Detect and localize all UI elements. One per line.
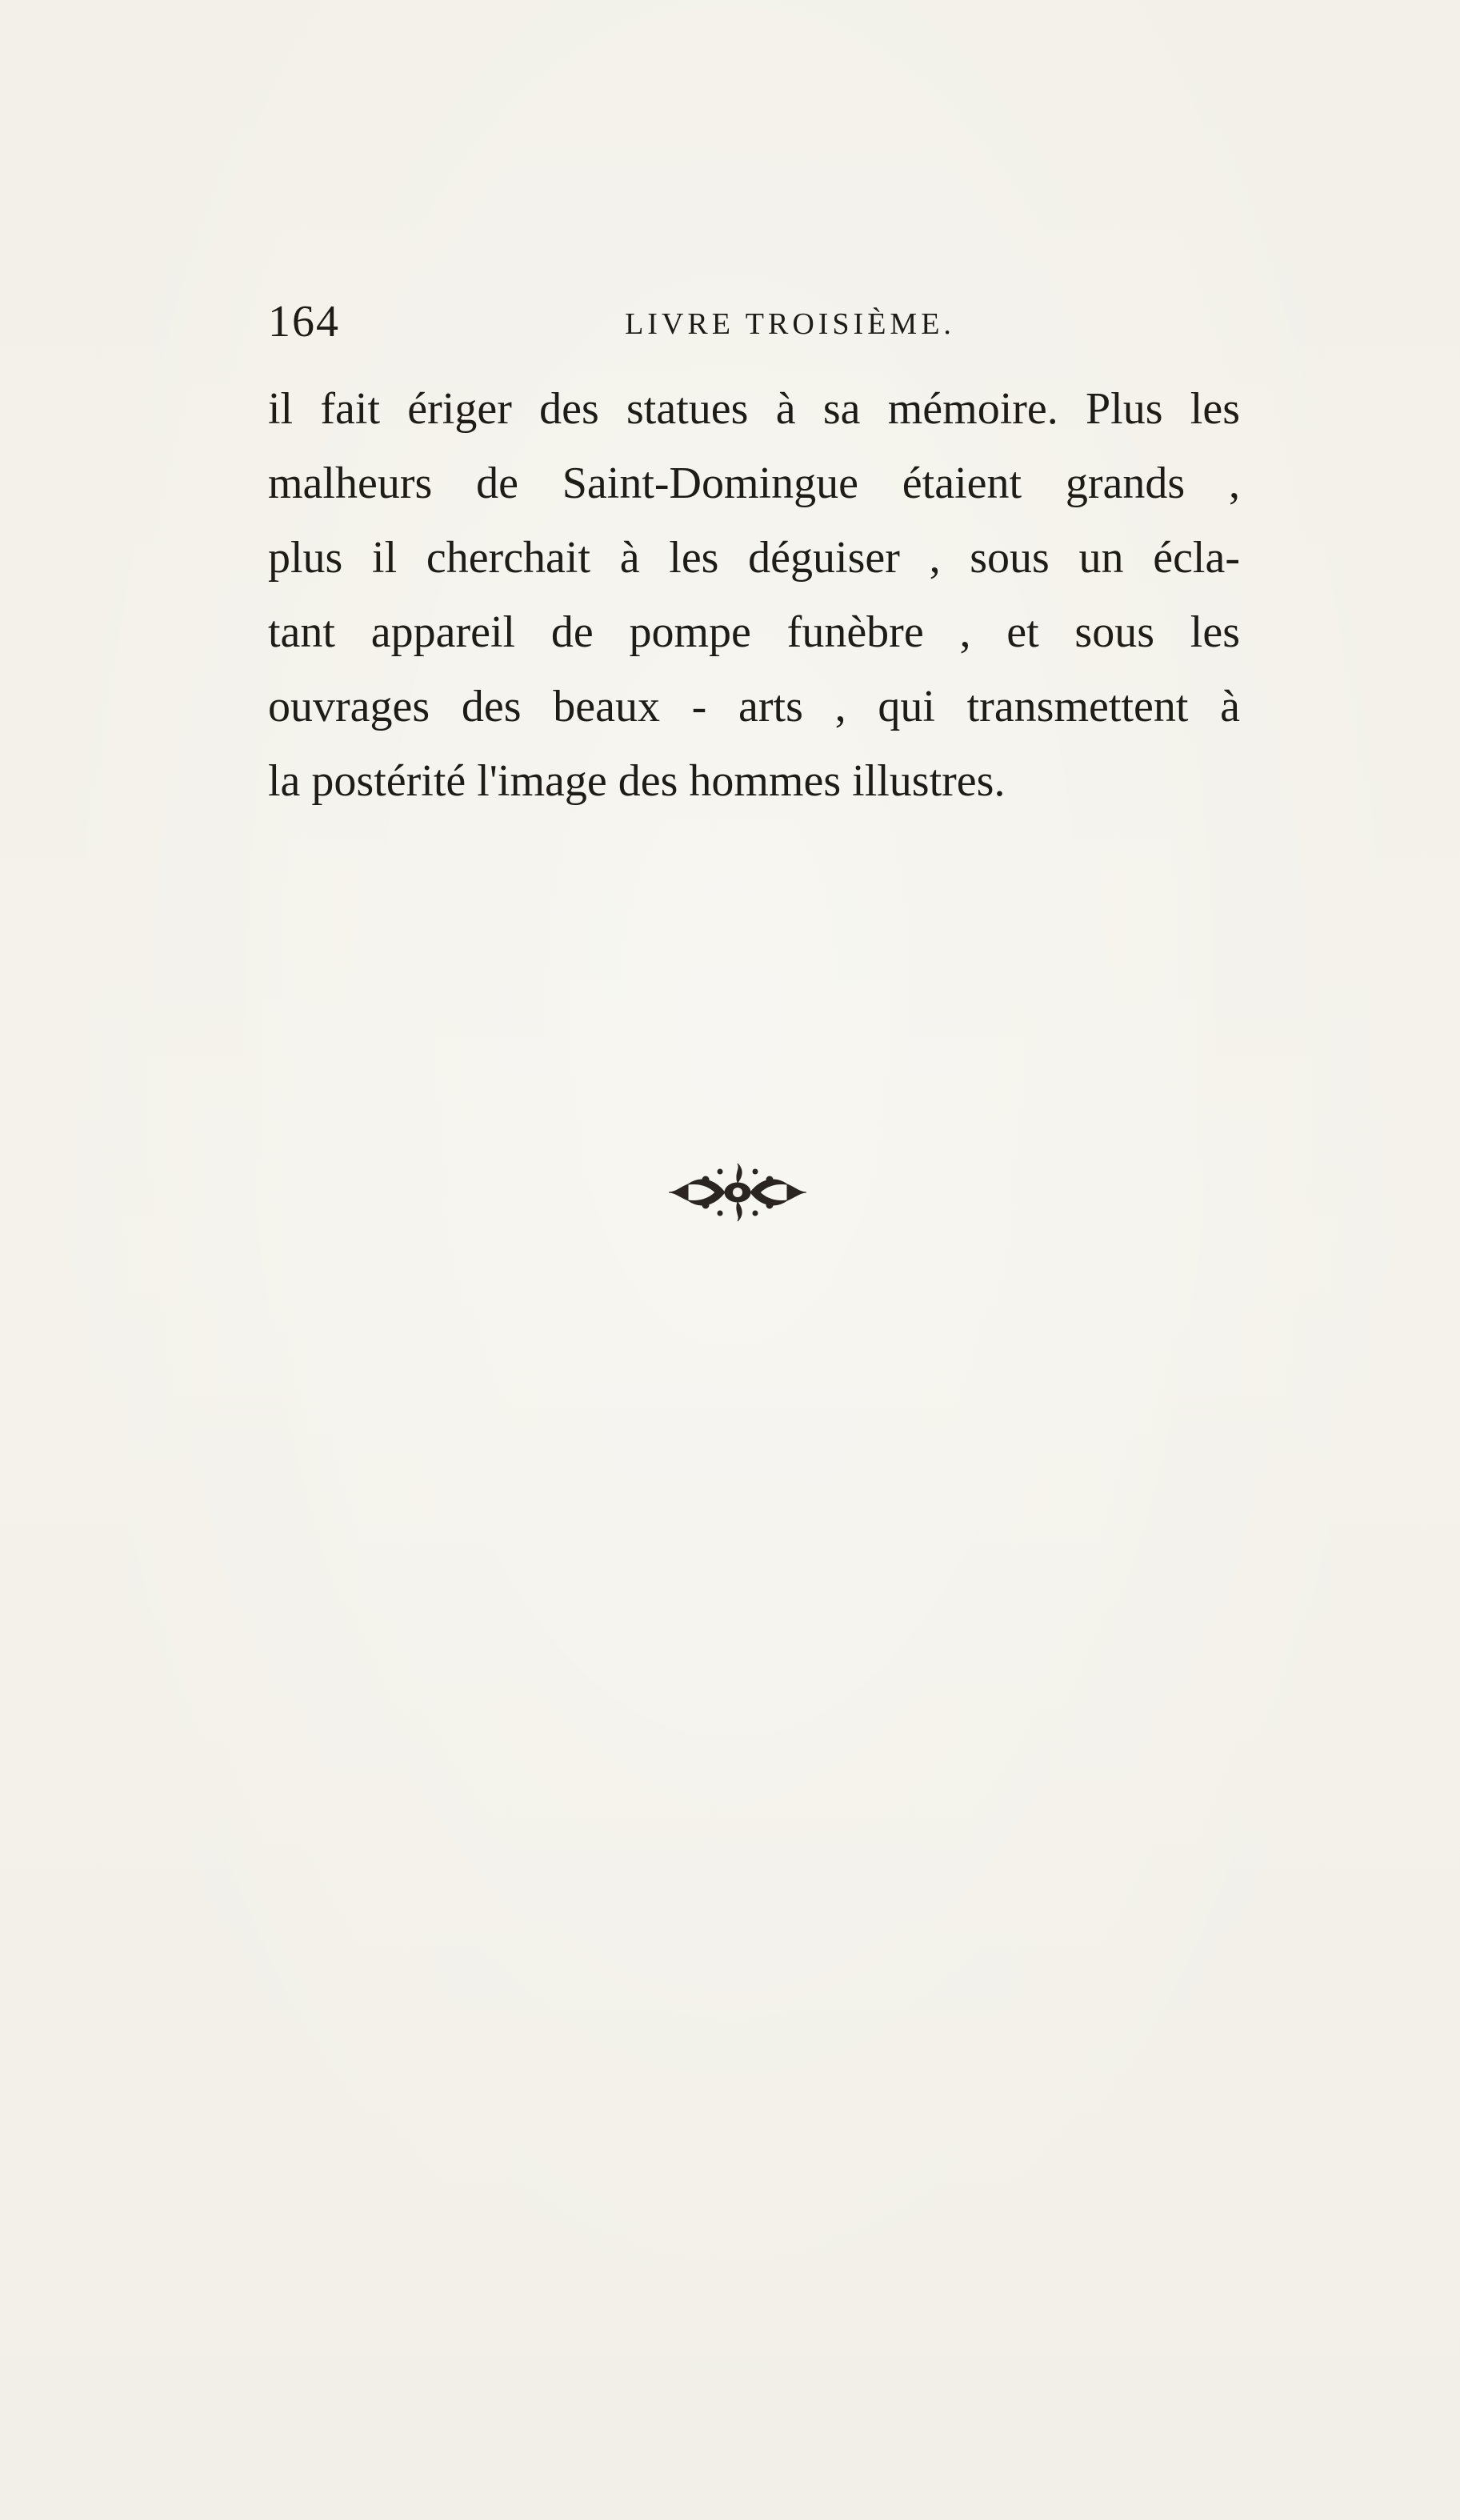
text-line: tant appareil de pompe funèbre , et sous les bbox=[268, 607, 1240, 657]
text-line: malheurs de Saint-Domingue étaient grands , bbox=[268, 459, 1240, 508]
text-line: la postérité l'image des hommes illustres. bbox=[268, 756, 1006, 806]
bleed-through-texture bbox=[268, 808, 1260, 2025]
text-line: ouvrages des beaux - arts , qui transmettent à bbox=[268, 682, 1240, 731]
page-header bbox=[268, 298, 1240, 346]
body-text bbox=[268, 372, 1240, 819]
text-line: plus il cherchait à les déguiser , sous un écla- bbox=[268, 533, 1240, 583]
page-number: 164 bbox=[268, 297, 340, 347]
fleuron-ornament-icon bbox=[658, 1160, 818, 1224]
text-line: il fait ériger des statues à sa mémoire. Plus les bbox=[268, 384, 1240, 434]
running-title: LIVRE TROISIÈME. bbox=[625, 307, 955, 341]
